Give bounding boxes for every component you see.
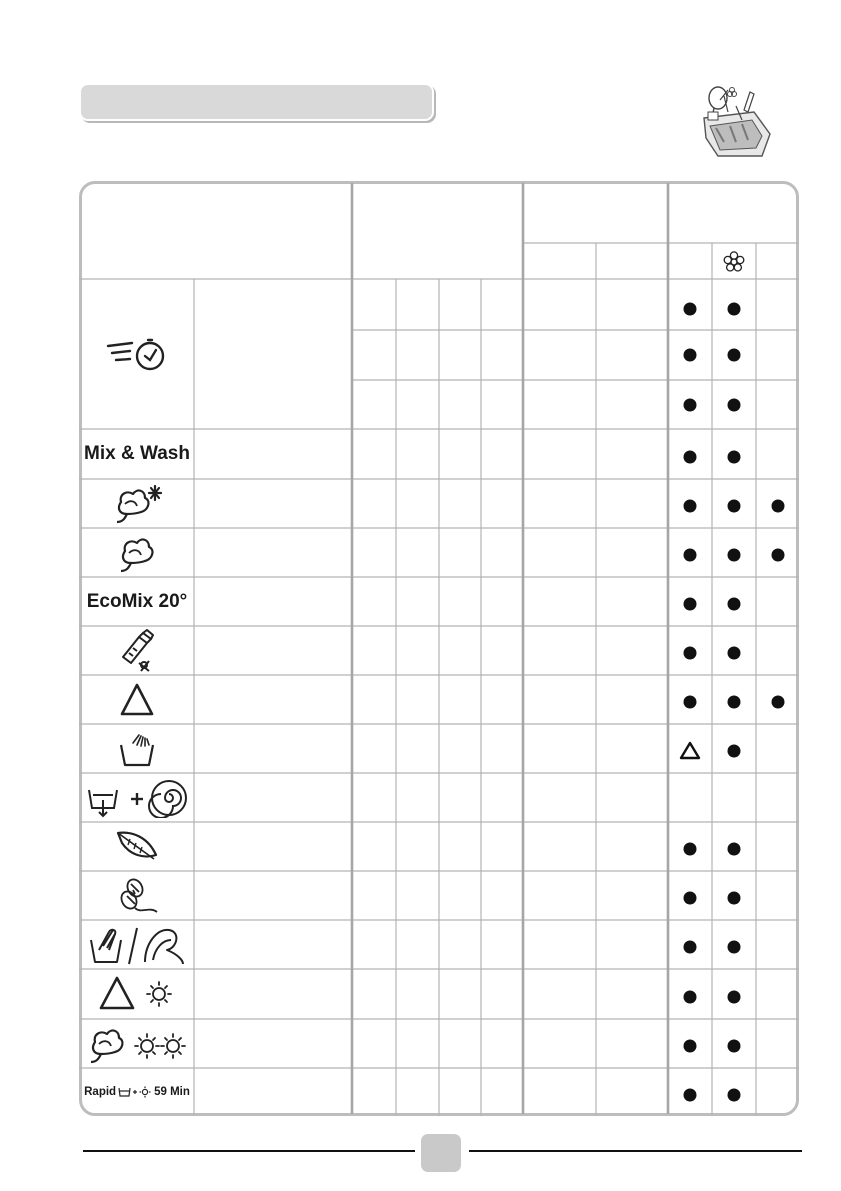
detergent-dot <box>684 349 697 362</box>
detergent-dot <box>684 451 697 464</box>
detergent-dot <box>728 892 741 905</box>
detergent-dot <box>684 1040 697 1053</box>
detergent-dot <box>684 549 697 562</box>
detergent-dot <box>728 598 741 611</box>
detergent-dot <box>684 303 697 316</box>
detergent-dot <box>684 696 697 709</box>
detergent-dot <box>728 843 741 856</box>
detergent-dot <box>684 647 697 660</box>
detergent-dot <box>728 549 741 562</box>
detergent-dot <box>728 745 741 758</box>
detergent-dot <box>772 549 785 562</box>
rapid-59-prefix: Rapid <box>84 1086 117 1098</box>
detergent-dot <box>728 1040 741 1053</box>
detergent-dot <box>728 696 741 709</box>
detergent-dot <box>728 500 741 513</box>
detergent-dot <box>684 500 697 513</box>
detergent-dot <box>684 598 697 611</box>
detergent-dot <box>728 991 741 1004</box>
detergent-dot <box>728 451 741 464</box>
page-number-tab <box>421 1134 461 1172</box>
detergent-dot <box>728 647 741 660</box>
detergent-dot <box>684 399 697 412</box>
detergent-dot <box>728 1089 741 1102</box>
detergent-dot <box>728 303 741 316</box>
detergent-dot <box>728 399 741 412</box>
ecomix-label: EcoMix 20° <box>86 590 188 612</box>
detergent-dot <box>728 349 741 362</box>
footer-rule-left <box>83 1150 415 1152</box>
detergent-dot <box>684 941 697 954</box>
detergent-dot <box>772 696 785 709</box>
detergent-dot <box>684 991 697 1004</box>
detergent-dot <box>684 1089 697 1102</box>
rapid-59-suffix: 59 Min <box>154 1086 190 1098</box>
detergent-dot <box>684 843 697 856</box>
detergent-dot <box>684 892 697 905</box>
detergent-dot <box>728 941 741 954</box>
footer-rule-right <box>469 1150 802 1152</box>
mix-wash-label: Mix & Wash <box>84 443 190 464</box>
optional-triangle-marker <box>681 743 699 758</box>
detergent-dot <box>772 500 785 513</box>
